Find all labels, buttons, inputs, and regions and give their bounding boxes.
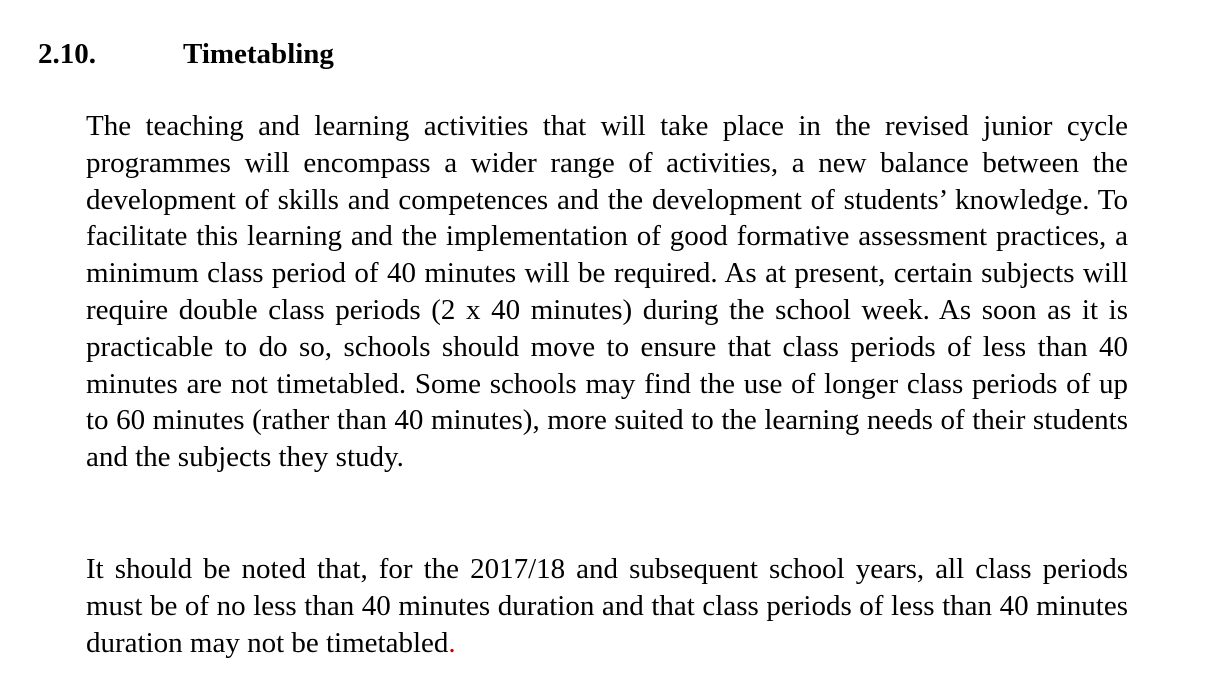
section-number: 2.10. <box>38 38 96 70</box>
section-heading <box>38 34 334 74</box>
section-title: Timetabling <box>183 38 334 70</box>
final-period: . <box>448 626 456 659</box>
body-paragraph-1 <box>86 108 1128 476</box>
paragraph-2-text: It should be noted that, for the 2017/18 and subsequent school years, all class periods must be of no less than 40 minutes duration and that class periods of less than 40 minutes duration may not be timetabled <box>86 553 1128 659</box>
body-paragraph-2 <box>86 551 1128 661</box>
paragraph-1-text: The teaching and learning activities that will take place in the revised junior cycle programmes will encompass a wider range of activities, a new balance between the development of skills and competences and the development of students’ knowledge. To facilitate this learning and the implementation of good formative assessment practices, a minimum class period of 40 minutes will be required. As at present, certain subjects will require double class periods (2 x 40 minutes) during the school week. As soon as it is practicable to do so, schools should move to ensure that class periods of less than 40 minutes are not timetabled. Some schools may find the use of longer class periods of up to 60 minutes (rather than 40 minutes), more suited to the learning needs of their students and the subjects they study. <box>86 110 1128 474</box>
